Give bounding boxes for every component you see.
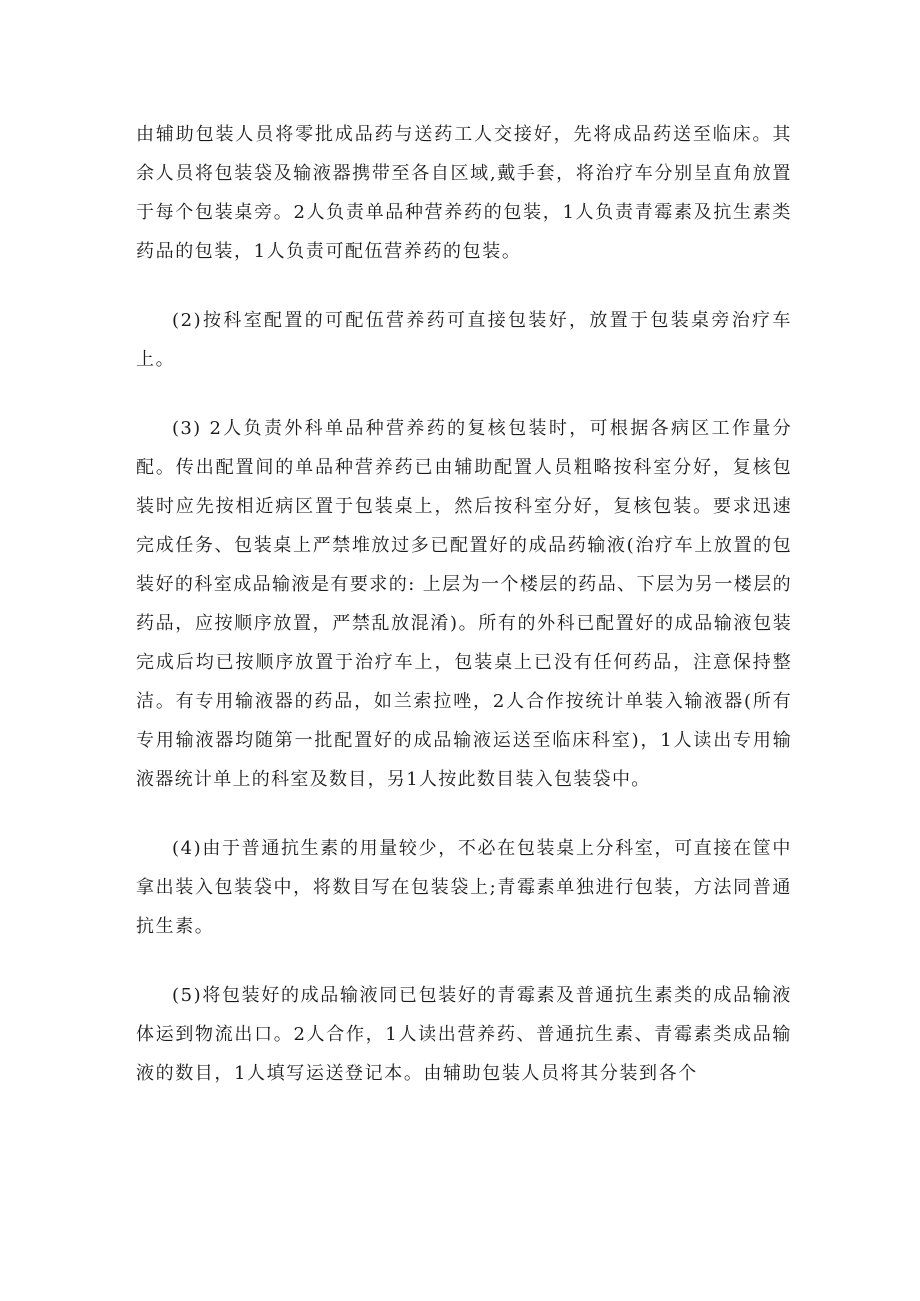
paragraph-continuation: 由辅助包装人员将零批成品药与送药工人交接好，先将成品药送至临床。其余人员将包装袋及输液器携带至各自区域,戴手套，将治疗车分别呈直角放置于每个包装桌旁。2人负责单品种营养药的包装，1人负责青霉素及抗生素类药品的包装，1人负责可配伍营养药的包装。 xyxy=(136,124,792,262)
paragraph-step-4: (4)由于普通抗生素的用量较少，不必在包装桌上分科室，可直接在筐中拿出装入包装袋中，将数目写在包装袋上;青霉素单独进行包装，方法同普通抗生素。 xyxy=(136,838,792,937)
paragraph-step-5: (5)将包装好的成品输液同已包装好的青霉素及普通抗生素类的成品输液体运到物流出口。2人合作，1人读出营养药、普通抗生素、青霉素类成品输液的数目，1人填写运送登记本。由辅助包装人员将其分装到各个 xyxy=(136,985,792,1084)
paragraph-step-3: (3) 2人负责外科单品种营养药的复核包装时，可根据各病区工作量分配。传出配置间的单品种营养药已由辅助配置人员粗略按科室分好，复核包装时应先按相近病区置于包装桌上，然后按科室分好，复核包装。要求迅速完成任务、包装桌上严禁堆放过多已配置好的成品药输液(治疗车上放置的包装好的科室成品输液是有要求的: 上层为一个楼层的药品、下层为另一楼层的药品，应按顺序放置，严禁乱放混淆)。所有的外科已配置好的成品输液包装完成后均已按顺序放置于治疗车上，包装桌上已没有任何药品，注意保持整洁。有专用输液器的药品，如兰索拉唑，2人合作按统计单装入输液器(所有专用输液器均随第一批配置好的成品输液运送至临床科室)，1人读出专用输液器统计单上的科室及数目，另1人按此数目装入包装袋中。 xyxy=(136,418,792,790)
paragraph-step-2: (2)按科室配置的可配伍营养药可直接包装好，放置于包装桌旁治疗车上。 xyxy=(136,310,792,370)
